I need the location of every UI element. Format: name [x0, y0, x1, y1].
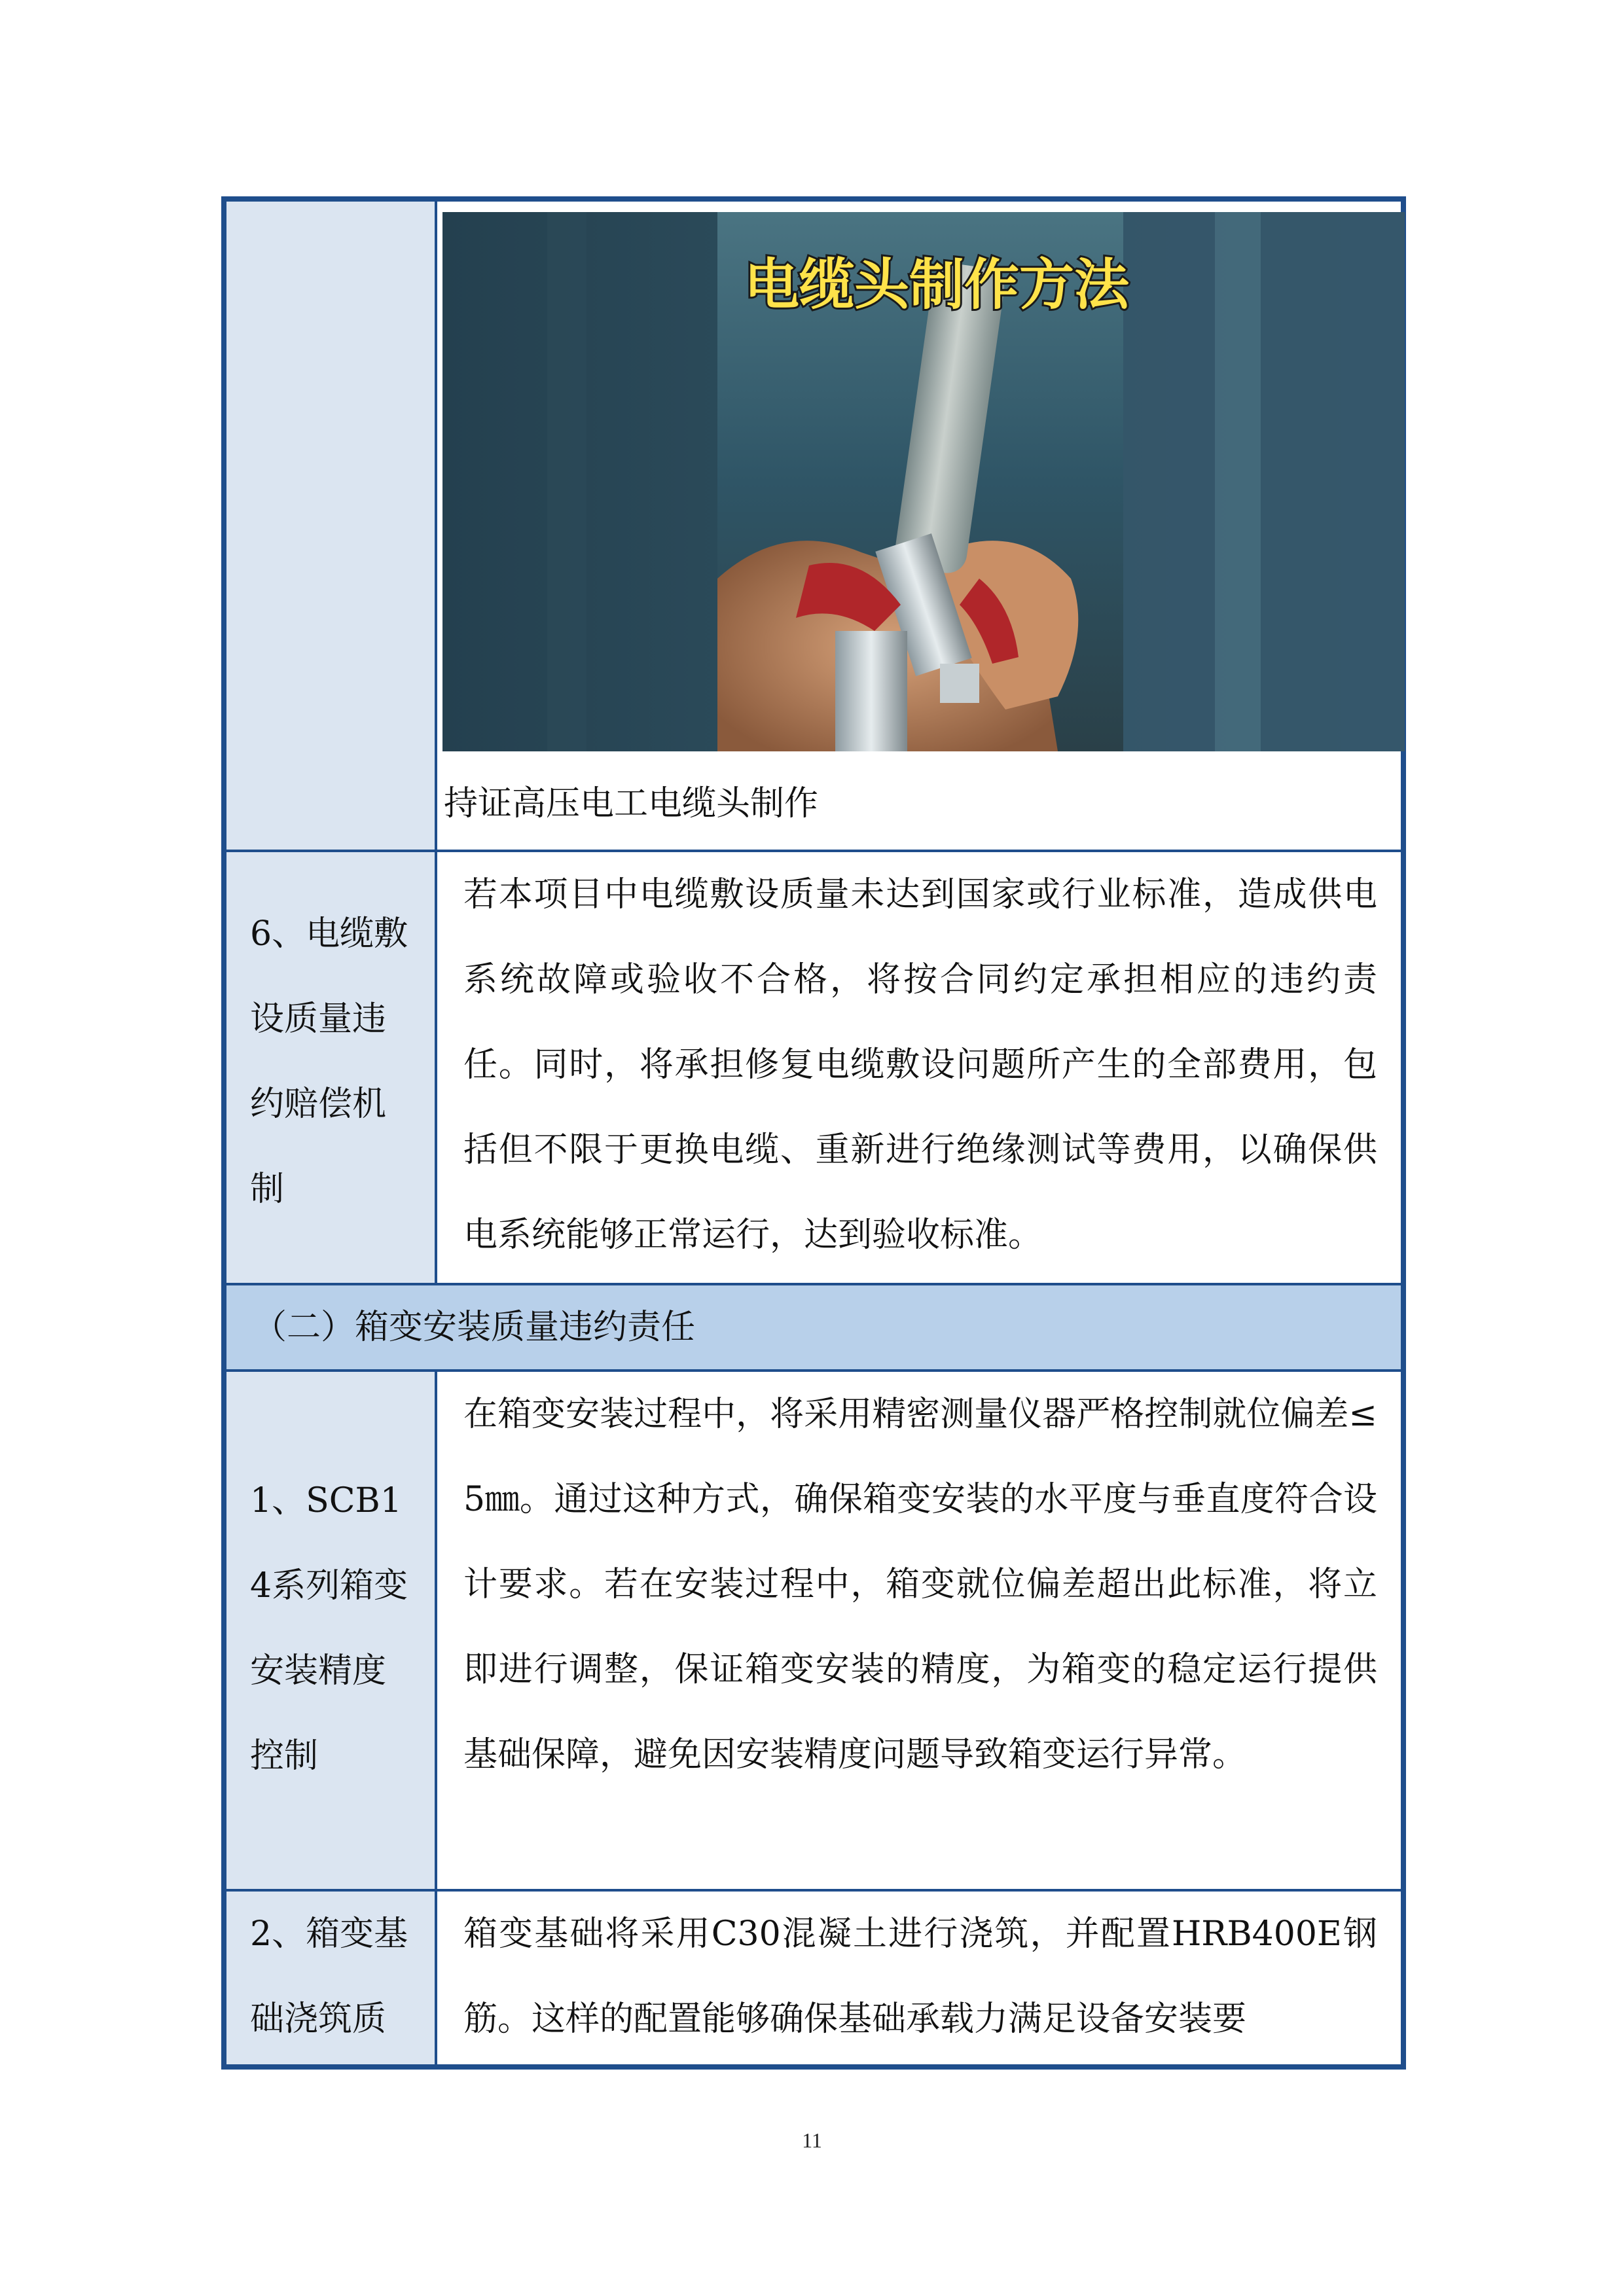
table-row: [226, 1372, 1401, 1892]
row-label: 6、电缆敷设质量违约赔偿机制: [226, 852, 437, 1283]
table-row: [226, 852, 1401, 1285]
row-content: 箱变基础将采用C30混凝土进行浇筑，并配置HRB400E钢筋。这样的配置能够确保基础承载力满足设备安装要: [463, 1914, 1377, 2039]
row-label: 1、SCB14系列箱变安装精度控制: [226, 1372, 437, 1889]
empty-label-cell: [226, 202, 437, 850]
photo-caption: 持证高压电工电缆头制作: [444, 784, 819, 823]
photo-overlay-title: 电缆头制作方法: [744, 253, 1130, 317]
table-row-image: [226, 202, 1401, 852]
row-content: 在箱变安装过程中，将采用精密测量仪器严格控制就位偏差≤5㎜。通过这种方式，确保箱变安装的水平度与垂直度符合设计要求。若在安装过程中，箱变就位偏差超出此标准，将立即进行调整，保证箱变安装的精度，为箱变的稳定运行提供基础保障，避免因安装精度问题导致箱变运行异常。: [463, 1395, 1377, 1774]
quality-table: [221, 196, 1406, 2070]
section-title: （二）箱变安装质量违约责任: [253, 1308, 696, 1347]
image-cell: [437, 202, 1401, 850]
table-row: [226, 1892, 1401, 2064]
section-header-row: [226, 1285, 1401, 1372]
row-label: 2、箱变基础浇筑质: [226, 1892, 437, 2064]
row-content: 若本项目中电缆敷设质量未达到国家或行业标准，造成供电系统故障或验收不合格，将按合同约定承担相应的违约责任。同时，将承担修复电缆敷设问题所产生的全部费用，包括但不限于更换电缆、重新进行绝缘测试等费用，以确保供电系统能够正常运行，达到验收标准。: [463, 875, 1377, 1255]
page-number: 11: [802, 2128, 822, 2152]
cable-head-photo: [442, 212, 1405, 751]
